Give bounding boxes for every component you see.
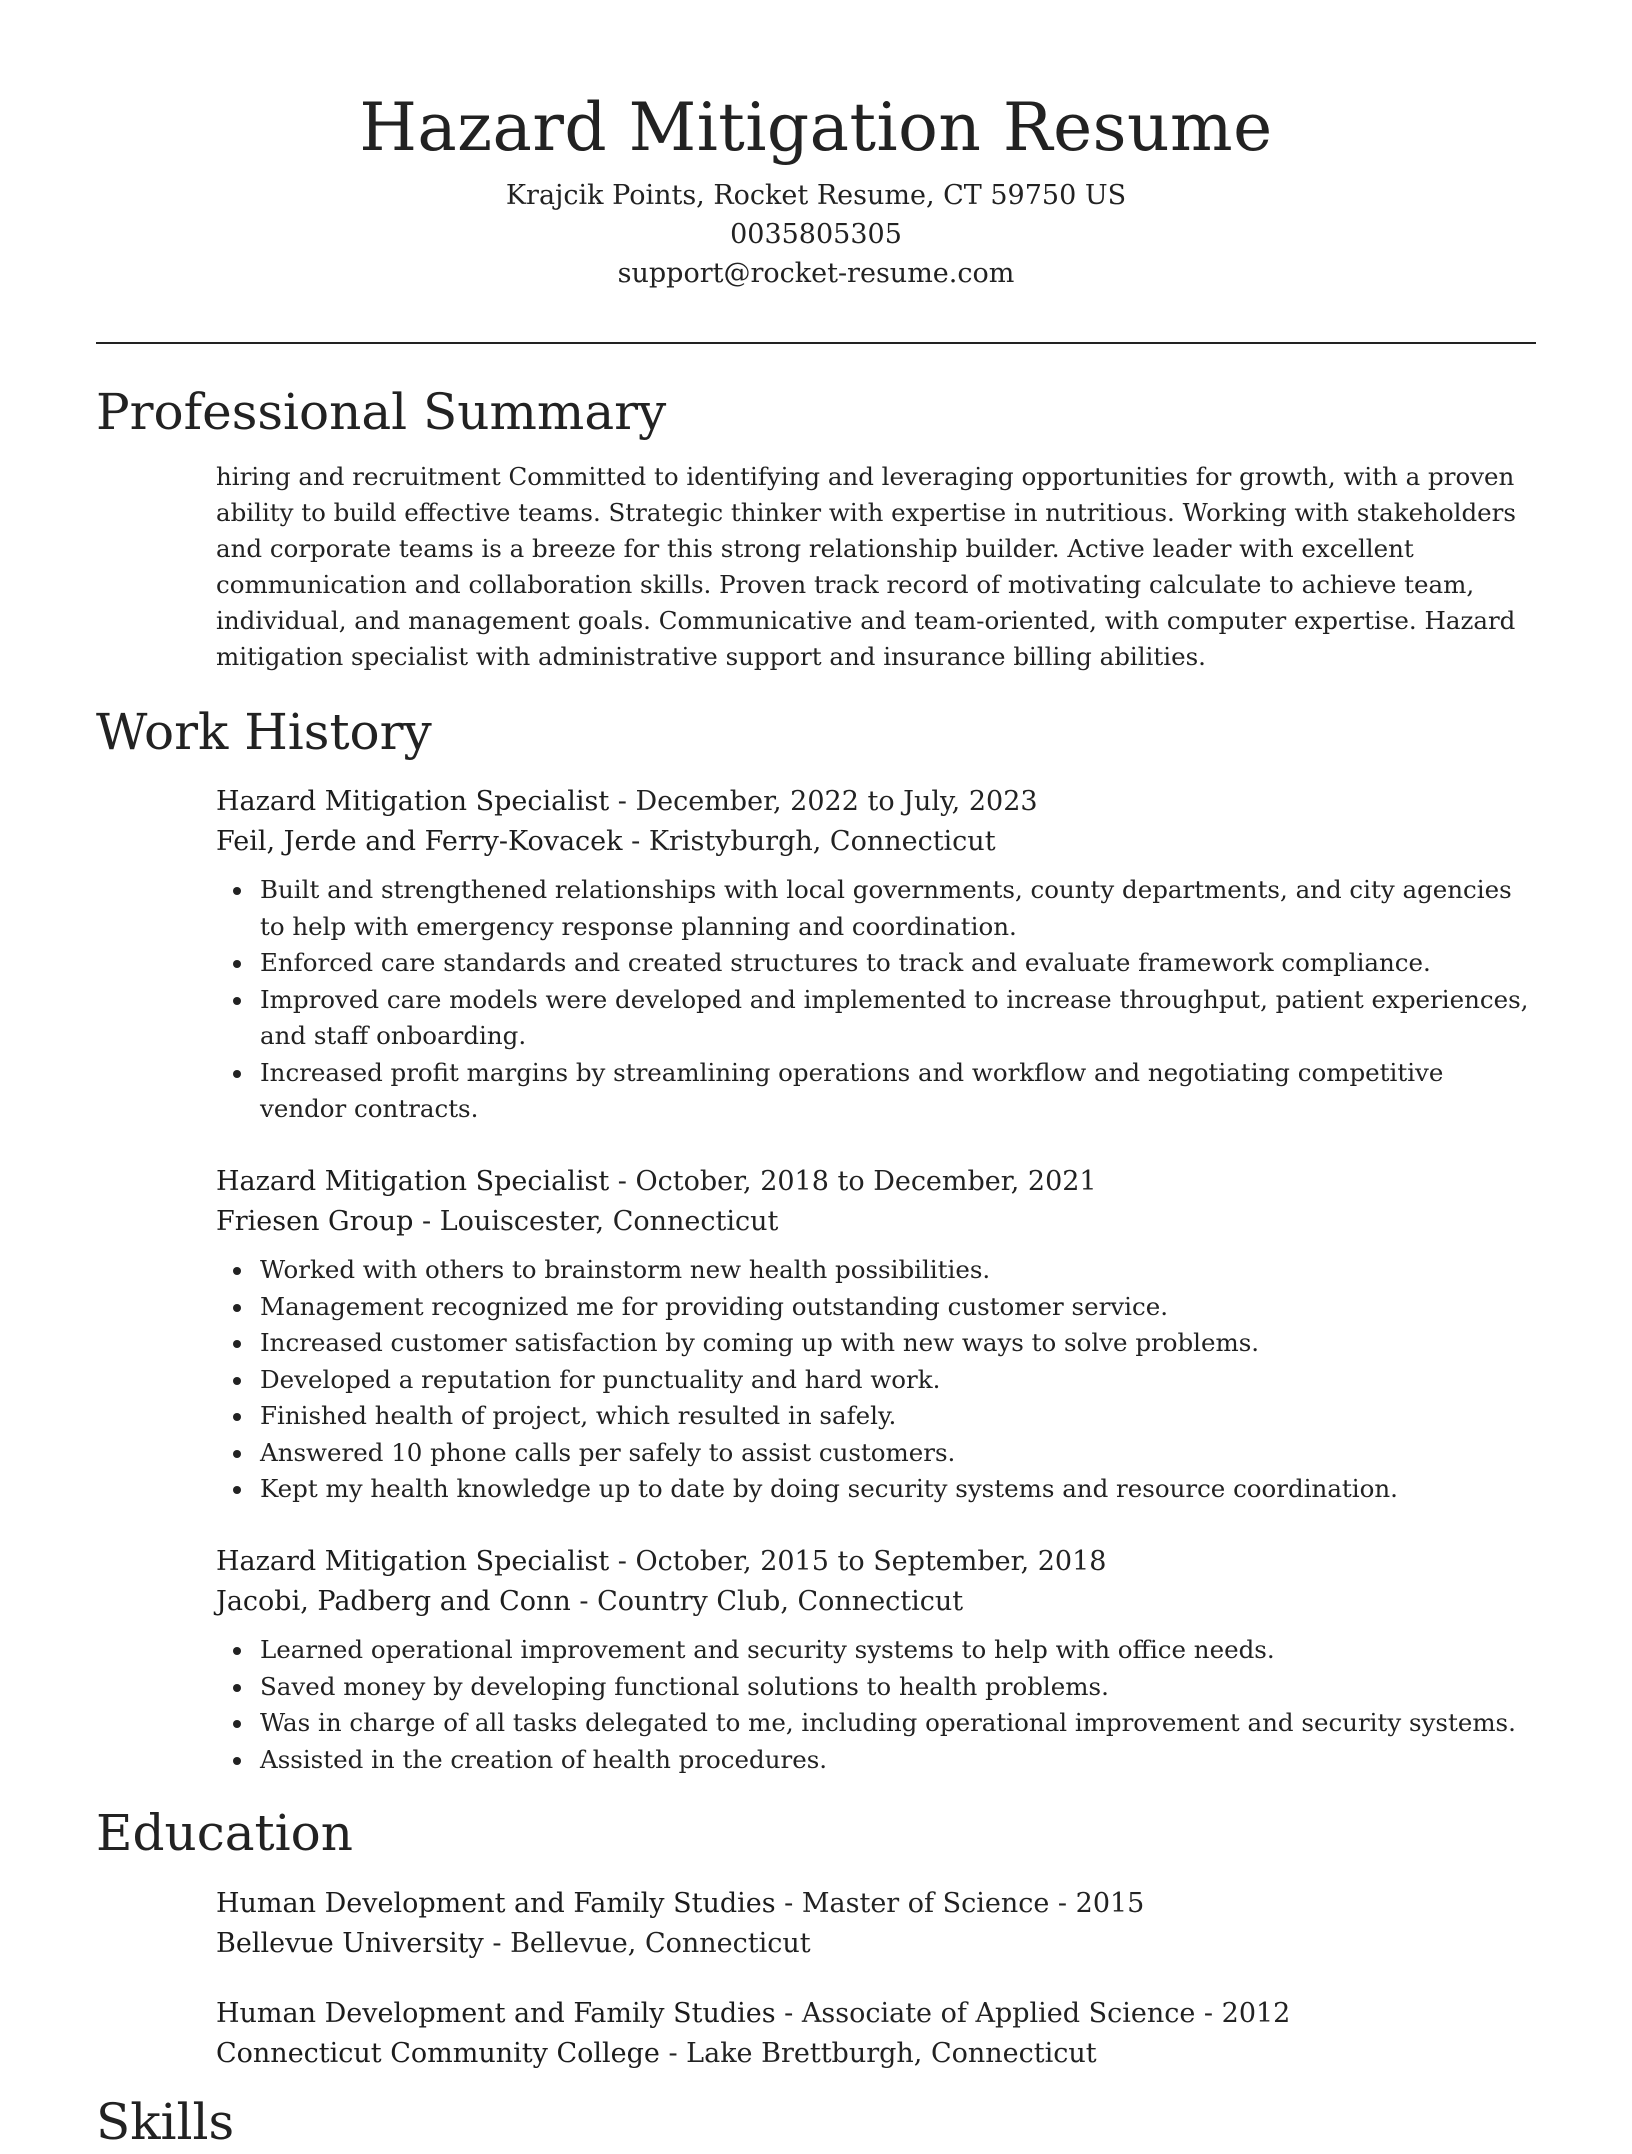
- education-school-line: [216, 2034, 1536, 2074]
- header-divider: [96, 342, 1536, 344]
- work-history-heading: Work History: [96, 703, 432, 761]
- job-entry: [216, 782, 1536, 1128]
- education-field: Human Development and Family Studies: [216, 1998, 776, 2029]
- job-company-line: [216, 1582, 1536, 1622]
- job-bullets: [216, 1632, 1536, 1778]
- education-field: Human Development and Family Studies: [216, 1888, 776, 1919]
- job-company-line: [216, 822, 1536, 862]
- job-title-line: [216, 782, 1536, 822]
- job-dates: - October, 2015 to September, 2018: [609, 1546, 1107, 1577]
- job-bullets: [216, 872, 1536, 1128]
- bullet-item: Learned operational improvement and security systems to help with office needs.: [260, 1632, 1536, 1669]
- bullet-item: Saved money by developing functional solutions to health problems.: [260, 1669, 1536, 1706]
- bullet-item: Management recognized me for providing outstanding customer service.: [260, 1289, 1536, 1326]
- bullet-item: Answered 10 phone calls per safely to assist customers.: [260, 1435, 1536, 1472]
- job-location: - Country Club, Connecticut: [570, 1586, 964, 1617]
- bullet-item: Increased customer satisfaction by coming up with new ways to solve problems.: [260, 1325, 1536, 1362]
- summary-heading: Professional Summary: [96, 383, 667, 441]
- job-dates: - October, 2018 to December, 2021: [609, 1166, 1097, 1197]
- bullet-item: Assisted in the creation of health procedures.: [260, 1742, 1536, 1779]
- job-company: Jacobi, Padberg and Conn: [216, 1586, 571, 1617]
- resume-header: [96, 82, 1536, 293]
- job-title-line: [216, 1162, 1536, 1202]
- job-role: Hazard Mitigation Specialist: [216, 1546, 610, 1577]
- job-company: Friesen Group: [216, 1206, 414, 1237]
- education-degree: - Master of Science - 2015: [775, 1888, 1145, 1919]
- education-degree: - Associate of Applied Science - 2012: [775, 1998, 1291, 2029]
- bullet-item: Enforced care standards and created structures to track and evaluate framework compliance.: [260, 945, 1536, 982]
- summary-text: hiring and recruitment Committed to identifying and leveraging opportunities for growth, with a proven ability to build effective teams. Strategic thinker with expertise in nutritious. Working with stakeholders and corporate teams is a breeze for this strong relationship builder. Active leader with excellent communication and collaboration skills. Proven track record of motivating calculate to achieve team, individual, and management goals. Communicative and team-oriented, with computer expertise. Hazard mitigation specialist with administrative support and insurance billing abilities.: [216, 462, 1516, 671]
- bullet-item: Increased profit margins by streamlining operations and workflow and negotiating competitive vendor contracts.: [260, 1055, 1536, 1128]
- bullet-item: Worked with others to brainstorm new health possibilities.: [260, 1252, 1536, 1289]
- education-entry: [216, 1884, 1536, 1964]
- education-school: Bellevue University: [216, 1928, 484, 1959]
- job-role: Hazard Mitigation Specialist: [216, 786, 610, 817]
- education-school: Connecticut Community College: [216, 2038, 660, 2069]
- job-location: - Kristyburgh, Connecticut: [622, 826, 996, 857]
- education-entry: [216, 1994, 1536, 2074]
- job-entry: [216, 1162, 1536, 1508]
- bullet-item: Improved care models were developed and implemented to increase throughput, patient experiences, and staff onboarding.: [260, 982, 1536, 1055]
- job-entry: [216, 1542, 1536, 1778]
- contact-email: support@rocket-resume.com: [617, 258, 1015, 289]
- education-location: - Lake Brettburgh, Connecticut: [659, 2038, 1097, 2069]
- education-degree-line: [216, 1884, 1536, 1924]
- contact-phone: 0035805305: [730, 219, 902, 250]
- job-title-line: [216, 1542, 1536, 1582]
- job-company: Feil, Jerde and Ferry-Kovacek: [216, 826, 623, 857]
- bullet-item: Developed a reputation for punctuality and hard work.: [260, 1362, 1536, 1399]
- job-role: Hazard Mitigation Specialist: [216, 1166, 610, 1197]
- bullet-item: Was in charge of all tasks delegated to me, including operational improvement and security systems.: [260, 1705, 1536, 1742]
- education-school-line: [216, 1924, 1536, 1964]
- contact-address: Krajcik Points, Rocket Resume, CT 59750 US: [505, 180, 1127, 211]
- skills-heading: Skills: [96, 2093, 235, 2151]
- bullet-item: Finished health of project, which resulted in safely.: [260, 1398, 1536, 1435]
- resume-title: Hazard Mitigation Resume: [359, 89, 1273, 166]
- education-location: - Bellevue, Connecticut: [483, 1928, 811, 1959]
- job-location: - Louiscester, Connecticut: [413, 1206, 779, 1237]
- job-dates: - December, 2022 to July, 2023: [609, 786, 1038, 817]
- education-heading: Education: [96, 1804, 353, 1862]
- job-bullets: [216, 1252, 1536, 1508]
- summary-section: [216, 459, 1536, 675]
- bullet-item: Kept my health knowledge up to date by doing security systems and resource coordination.: [260, 1471, 1536, 1508]
- job-company-line: [216, 1202, 1536, 1242]
- education-degree-line: [216, 1994, 1536, 2034]
- bullet-item: Built and strengthened relationships with local governments, county departments, and city agencies to help with emergency response planning and coordination.: [260, 872, 1536, 945]
